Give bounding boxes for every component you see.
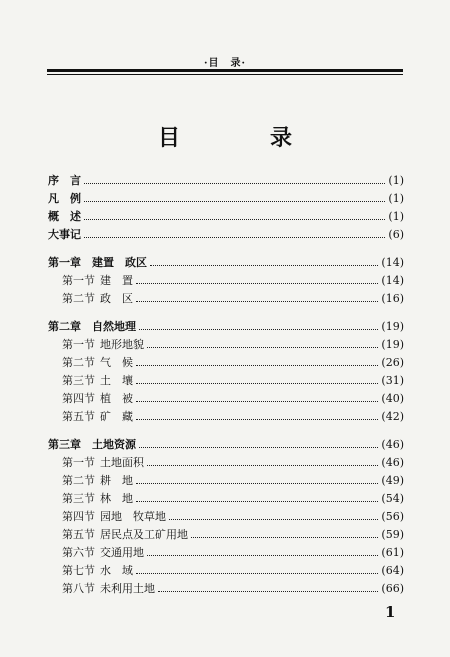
section-number: 第四节: [62, 510, 95, 523]
toc-section: [62, 287, 404, 305]
toc-entry-page: (49): [381, 474, 404, 487]
section-title: 耕 地: [100, 474, 133, 487]
section-number: 第四节: [62, 392, 95, 405]
toc-entry-chronicle: [48, 223, 404, 241]
toc-section: [62, 451, 404, 469]
toc-chapter-2: [48, 315, 404, 333]
toc-entry-page: (6): [388, 228, 404, 241]
toc-entry-page: (1): [388, 192, 404, 205]
toc-entry-page: (31): [381, 374, 404, 387]
toc-entry-overview: [48, 205, 404, 223]
toc-entry-page: (14): [381, 274, 404, 287]
toc-entry-page: (59): [381, 528, 404, 541]
section-title: 居民点及工矿用地: [100, 528, 188, 541]
section-number: 第六节: [62, 546, 95, 559]
toc-entry-page: (46): [381, 456, 404, 469]
section-title: 植 被: [100, 392, 133, 405]
toc-section: [62, 577, 404, 595]
dot-leader: [139, 447, 378, 448]
toc-section: [62, 505, 404, 523]
toc-entry-page: (1): [388, 174, 404, 187]
dot-leader: [136, 365, 378, 366]
header-rule-thin: [47, 74, 403, 75]
toc-section: [62, 351, 404, 369]
toc-entry-page: (16): [381, 292, 404, 305]
toc-entry-page: (46): [381, 438, 404, 451]
dot-leader: [169, 519, 378, 520]
toc-chapter-3: [48, 433, 404, 451]
section-number: 第八节: [62, 582, 95, 595]
dot-leader: [147, 555, 378, 556]
toc-entry-page: (64): [381, 564, 404, 577]
toc-section: [62, 387, 404, 405]
section-title: 气 候: [100, 356, 133, 369]
toc-entry-page: (56): [381, 510, 404, 523]
toc-section: [62, 405, 404, 423]
section-number: 第一节: [62, 456, 95, 469]
toc-section: [62, 487, 404, 505]
dot-leader: [158, 591, 378, 592]
dot-leader: [191, 537, 378, 538]
section-title: 政 区: [100, 292, 133, 305]
dot-leader: [84, 219, 385, 220]
header-rule-thick: [47, 69, 403, 72]
toc-entry-page: (26): [381, 356, 404, 369]
toc-section: [62, 541, 404, 559]
section-title: 地形地貌: [100, 338, 144, 351]
section-number: 第二节: [62, 474, 95, 487]
dot-leader: [136, 419, 378, 420]
toc-entry-page: (42): [381, 410, 404, 423]
section-title: 建 置: [100, 274, 133, 287]
toc-entry-page: (61): [381, 546, 404, 559]
toc-entry-label: 大事记: [48, 228, 81, 241]
toc-section: [62, 333, 404, 351]
dot-leader: [136, 401, 378, 402]
section-number: 第二节: [62, 292, 95, 305]
dot-leader: [136, 283, 378, 284]
toc-chapter-label: 第一章 建置 政区: [48, 256, 147, 269]
section-number: 第三节: [62, 374, 95, 387]
section-title: 园地 牧草地: [100, 510, 166, 523]
toc-entry-page: (1): [388, 210, 404, 223]
toc-entry-page: (40): [381, 392, 404, 405]
section-title: 交通用地: [100, 546, 144, 559]
dot-leader: [147, 465, 378, 466]
toc-entry-page: (66): [381, 582, 404, 595]
dot-leader: [139, 329, 378, 330]
toc-entry-label: 概 述: [48, 210, 81, 223]
dot-leader: [136, 573, 378, 574]
section-number: 第五节: [62, 528, 95, 541]
section-number: 第七节: [62, 564, 95, 577]
dot-leader: [136, 483, 378, 484]
section-title: 矿 藏: [100, 410, 133, 423]
toc-chapter-label: 第二章 自然地理: [48, 320, 136, 333]
section-title: 林 地: [100, 492, 133, 505]
toc-section: [62, 269, 404, 287]
dot-leader: [84, 183, 385, 184]
toc-entry-label: 凡 例: [48, 192, 81, 205]
toc-section: [62, 559, 404, 577]
section-number: 第三节: [62, 492, 95, 505]
toc-entry-notes: [48, 187, 404, 205]
section-number: 第二节: [62, 356, 95, 369]
running-header: ·目 录·: [204, 58, 246, 69]
toc-section: [62, 369, 404, 387]
dot-leader: [136, 383, 378, 384]
dot-leader: [147, 347, 378, 348]
page-title: 目 录: [157, 125, 326, 151]
dot-leader: [84, 237, 385, 238]
toc-entry-preface: [48, 169, 404, 187]
section-number: 第一节: [62, 338, 95, 351]
toc-chapter-label: 第三章 土地资源: [48, 438, 136, 451]
dot-leader: [136, 301, 378, 302]
section-title: 土地面积: [100, 456, 144, 469]
toc-entry-page: (54): [381, 492, 404, 505]
toc-chapter-1: [48, 251, 404, 269]
section-title: 未利用土地: [100, 582, 155, 595]
toc-entry-label: 序 言: [48, 174, 81, 187]
toc-section: [62, 469, 404, 487]
section-title: 水 域: [100, 564, 133, 577]
dot-leader: [150, 265, 378, 266]
dot-leader: [136, 501, 378, 502]
toc-section: [62, 523, 404, 541]
section-title: 土 壤: [100, 374, 133, 387]
toc-entry-page: (14): [381, 256, 404, 269]
dot-leader: [84, 201, 385, 202]
section-number: 第一节: [62, 274, 95, 287]
section-number: 第五节: [62, 410, 95, 423]
page-number: 1: [385, 603, 396, 621]
toc-entry-page: (19): [381, 338, 404, 351]
toc-entry-page: (19): [381, 320, 404, 333]
